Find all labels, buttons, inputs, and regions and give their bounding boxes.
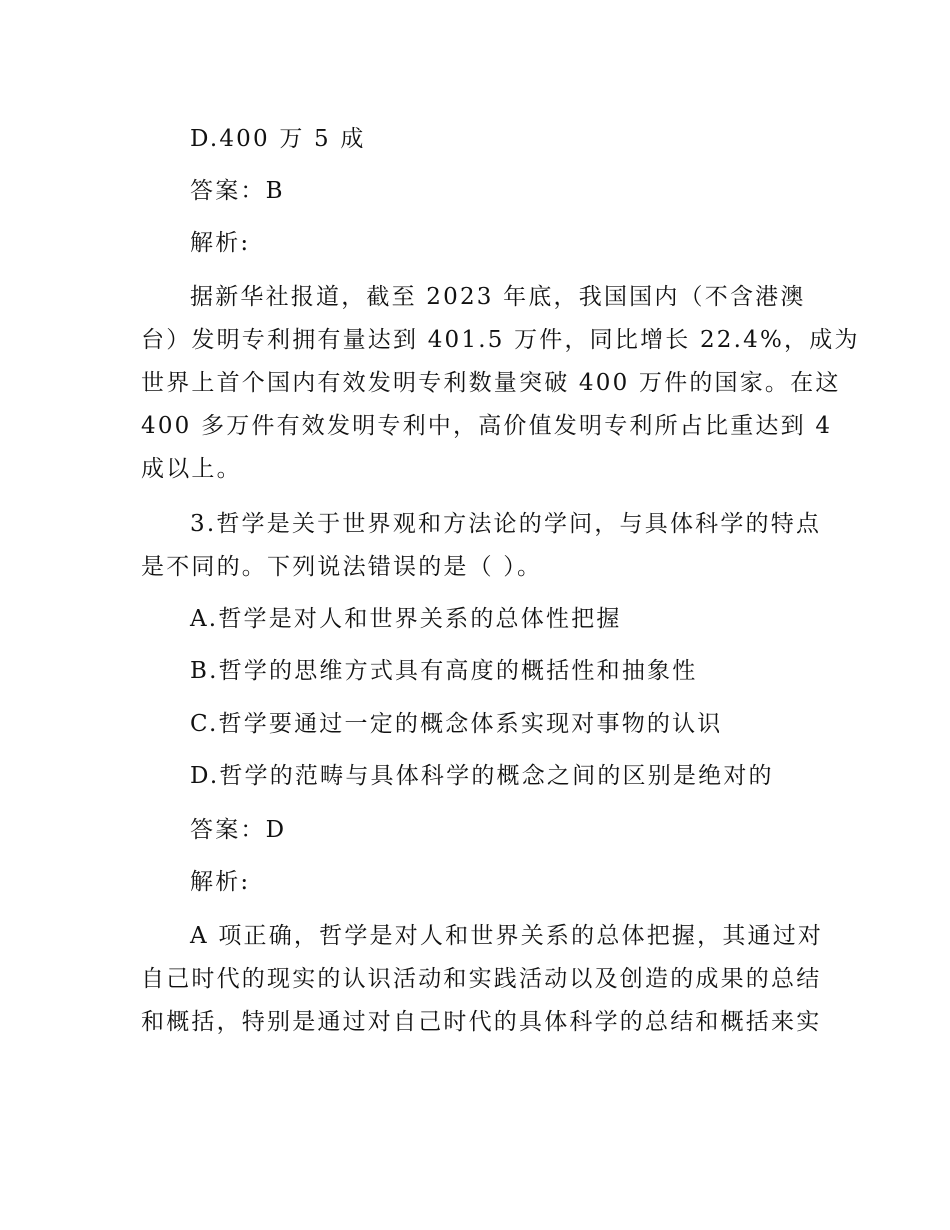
q3-analysis-line-3: 和概括，特别是通过对自己时代的具体科学的总结和概括来实: [141, 1009, 822, 1035]
q3-option-a: A.哲学是对人和世界关系的总体性把握: [190, 606, 622, 632]
q2-analysis-label: 解析:: [190, 230, 251, 256]
q3-analysis-label: 解析:: [190, 869, 251, 895]
q3-option-c: C.哲学要通过一定的概念体系实现对事物的认识: [190, 711, 723, 737]
q3-answer: 答案：D: [190, 817, 287, 843]
q3-question-line-2: 是不同的。下列说法错误的是（ ）。: [141, 554, 543, 580]
q3-analysis-line-1: A 项正确，哲学是对人和世界关系的总体把握，其通过对: [190, 923, 824, 949]
q2-analysis-line-4: 400 多万件有效发明专利中，高价值发明专利所占比重达到 4: [141, 413, 833, 439]
q3-option-d: D.哲学的范畴与具体科学的概念之间的区别是绝对的: [190, 763, 774, 789]
q3-question-line-1: 3.哲学是关于世界观和方法论的学问，与具体科学的特点: [190, 511, 822, 537]
q2-analysis-line-2: 台）发明专利拥有量达到 401.5 万件，同比增长 22.4%，成为: [141, 327, 860, 353]
q2-analysis-line-1: 据新华社报道，截至 2023 年底，我国国内（不含港澳: [190, 284, 806, 310]
q2-analysis-line-3: 世界上首个国内有效发明专利数量突破 400 万件的国家。在这: [141, 370, 841, 396]
q3-analysis-line-2: 自己时代的现实的认识活动和实践活动以及创造的成果的总结: [141, 966, 822, 992]
q2-option-d: D.400 万 5 成: [190, 126, 366, 152]
q2-analysis-line-5: 成以上。: [141, 456, 242, 482]
q2-answer: 答案：B: [190, 178, 285, 204]
q3-option-b: B.哲学的思维方式具有高度的概括性和抽象性: [190, 658, 698, 684]
